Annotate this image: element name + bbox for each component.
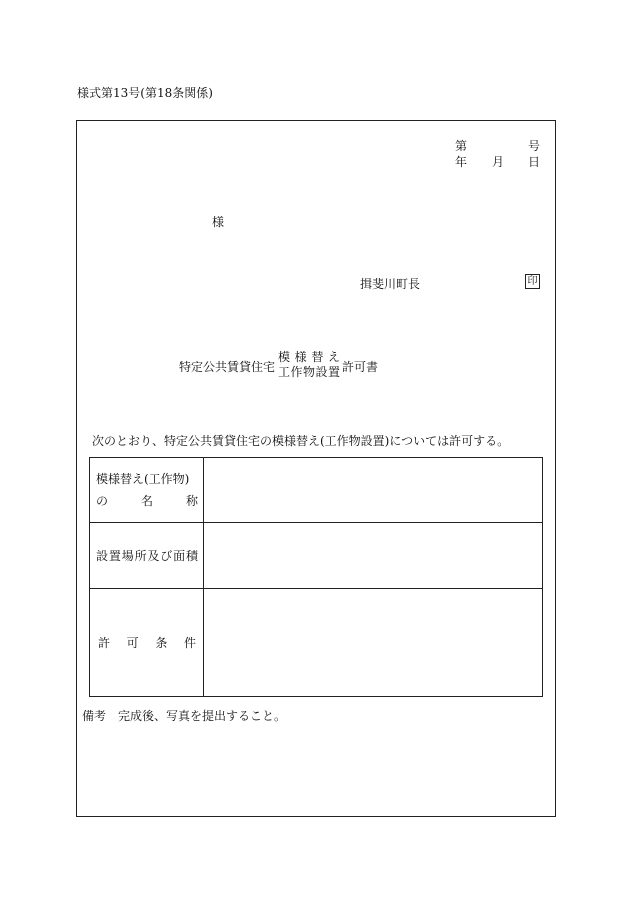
table-row (90, 523, 543, 589)
date-year: 年 (455, 155, 468, 169)
title-prefix: 特定公共賃貸住宅 (179, 360, 276, 374)
label-line: の名称 (96, 494, 198, 508)
title-options (278, 350, 340, 380)
row-label (90, 589, 204, 697)
doc-no-suffix: 号 (528, 139, 541, 153)
date-day: 日 (528, 155, 541, 169)
statement: 次のとおり、特定公共賃貸住宅の模様替え(工作物設置)については許可する。 (92, 434, 510, 448)
title-option-structure: 工作物設置 (278, 365, 340, 379)
issuer-name: 揖斐川町長 (360, 277, 421, 291)
remarks-note: 備考 完成後、写真を提出すること。 (82, 709, 287, 723)
label-line: 許可条件 (98, 635, 196, 650)
permit-table (89, 457, 543, 697)
row-value[interactable] (204, 458, 543, 523)
row-label (90, 458, 204, 523)
addressee-honorific: 様 (212, 215, 225, 229)
form-number: 様式第13号(第18条関係) (77, 86, 213, 100)
title-option-remodel: 模様替え (278, 350, 340, 364)
doc-no-prefix: 第 (455, 139, 468, 153)
seal-mark: 印 (525, 274, 540, 289)
title-suffix: 許可書 (342, 360, 379, 374)
table-row (90, 589, 543, 697)
label-line: 設置場所及び面積 (96, 548, 198, 563)
date-month: 月 (492, 155, 505, 169)
row-label (90, 523, 204, 589)
table-row (90, 458, 543, 523)
row-value[interactable] (204, 589, 543, 697)
row-value[interactable] (204, 523, 543, 589)
label-line: 模様替え(工作物) (96, 472, 190, 486)
